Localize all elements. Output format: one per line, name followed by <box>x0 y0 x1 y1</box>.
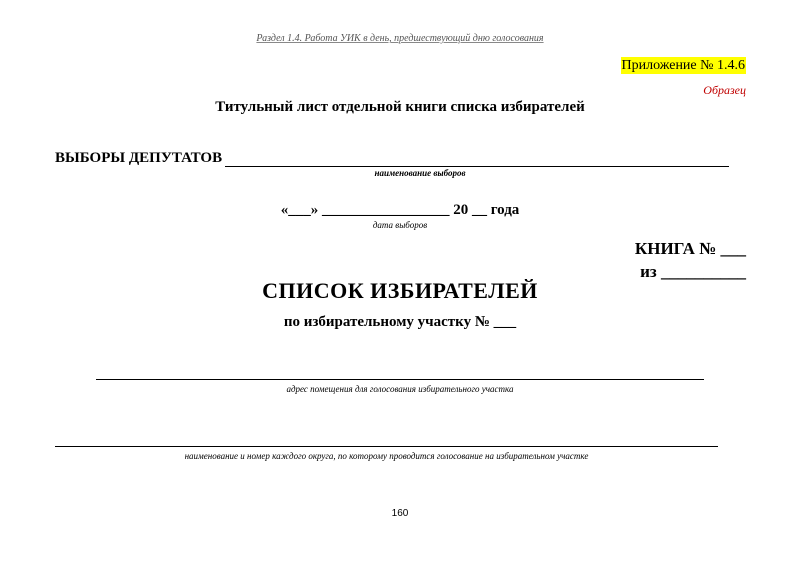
elections-caption: наименование выборов <box>374 168 466 178</box>
voter-list-title: СПИСОК ИЗБИРАТЕЛЕЙ <box>262 278 538 303</box>
elections-label: ВЫБОРЫ ДЕПУТАТОВ <box>55 150 223 166</box>
running-header-text: Раздел 1.4. Работа УИК в день, предшествующий дню голосования <box>256 33 544 44</box>
address-fill-line <box>96 379 704 380</box>
running-header <box>0 33 800 44</box>
sample-label: Образец <box>703 83 746 97</box>
elections-row <box>55 150 729 167</box>
appendix-label: Приложение № 1.4.6 <box>621 58 745 73</box>
document-title: Титульный лист отдельной книги списка избирателей <box>215 99 585 115</box>
book-total: из __________ <box>640 262 746 281</box>
district-fill-line <box>55 446 718 447</box>
page-number: 160 <box>391 508 409 519</box>
elections-fill-line <box>225 152 729 167</box>
address-caption: адрес помещения для голосования избирательного участка <box>286 384 514 394</box>
election-date-line: «___» _________________ 20 __ года <box>280 202 520 218</box>
election-date-caption: дата выборов <box>372 220 428 230</box>
precinct-line: по избирательному участку № ___ <box>283 314 517 330</box>
book-number: КНИГА № ___ <box>634 239 746 258</box>
district-caption: наименование и номер каждого округа, по которому проводится голосование на избирательном участке <box>184 451 589 461</box>
